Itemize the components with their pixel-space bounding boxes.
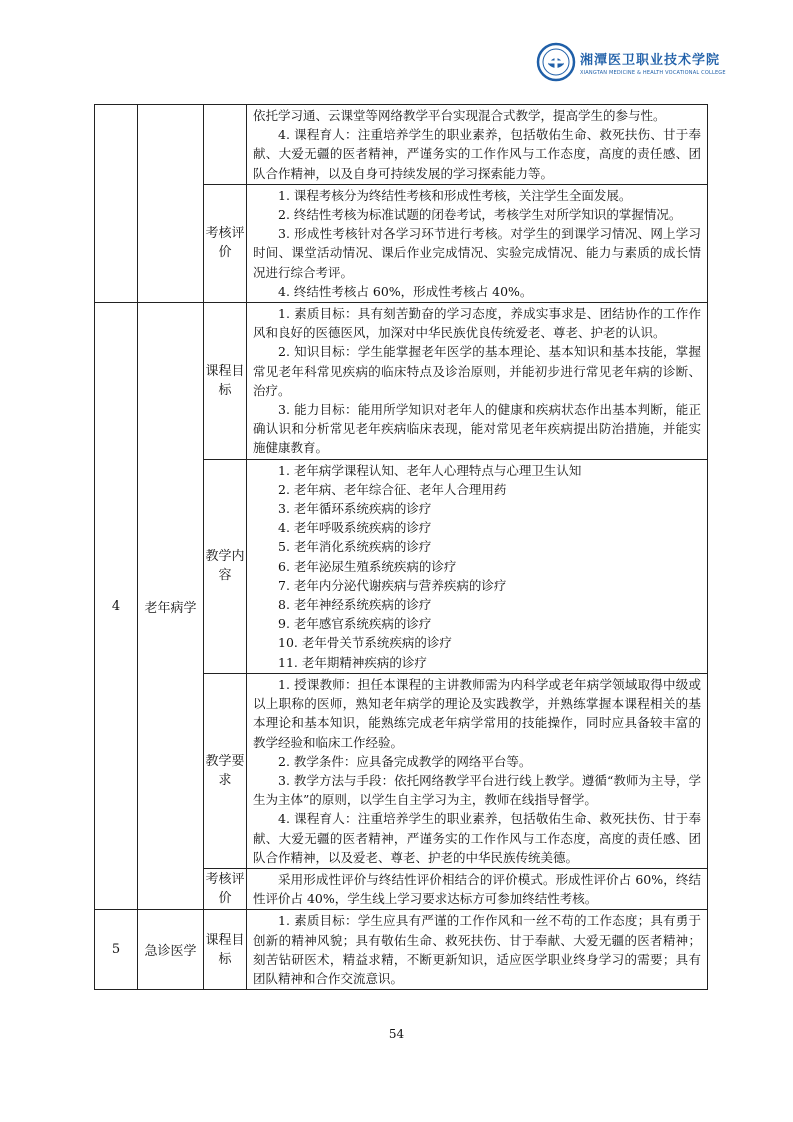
curriculum-table (94, 104, 708, 990)
item-type-cell (204, 105, 247, 185)
paragraph: 1. 素质目标：学生应具有严谨的工作作风和一丝不苟的工作态度；具有勇于创新的精神风貌；具有敬佑生命、救死扶伤、甘于奉献、大爱无疆的医者精神；刻苦钻研医术，精益求精，不断更新知识，适应医学职业终身学习的需要；具有团队精神和合作交流意识。 (253, 913, 701, 986)
assessment-content (247, 868, 708, 909)
paragraph: 4. 终结性考核占 60%，形成性考核占 40%。 (278, 283, 533, 299)
list-item: 1. 老年病学课程认知、老年人心理特点与心理卫生认知 (278, 462, 582, 478)
teaching-content-list (247, 459, 708, 673)
college-logo (536, 40, 726, 84)
list-item: 3. 老年循环系统疾病的诊疗 (278, 501, 432, 517)
course-name-cell: 急诊医学 (138, 910, 204, 990)
paragraph: 3. 教学方法与手段：依托网络教学平台进行线上教学。遵循“教师为主导，学生为主体”的原则，以学生自主学习为主，教师在线指导督学。 (253, 772, 701, 808)
list-item: 8. 老年神经系统疾病的诊疗 (278, 597, 432, 613)
item-type-cell: 课程目标 (204, 910, 247, 990)
list-item: 4. 老年呼吸系统疾病的诊疗 (278, 520, 432, 536)
course-goals-content (247, 910, 708, 990)
paragraph: 2. 教学条件：应具备完成教学的网络平台等。 (278, 753, 532, 769)
paragraph: 4. 课程育人：注重培养学生的职业素养，包括敬佑生命、救死扶伤、甘于奉献、大爱无疆的医者精神，严谨务实的工作作风与工作态度，高度的责任感、团队合作精神，以及爱老、尊老、护老的中华民族传统美德。 (253, 811, 701, 865)
college-name-en: XIANGTAN MEDICINE & HEALTH VOCATIONAL COLLEGE (580, 69, 726, 76)
item-type-cell: 考核评价 (204, 868, 247, 909)
paragraph: 4. 课程育人：注重培养学生的职业素养，包括敬佑生命、救死扶伤、甘于奉献、大爱无疆的医者精神，严谨务实的工作作风与工作态度，高度的责任感、团队合作精神，以及自身可持续发展的学习探索能力等。 (253, 127, 701, 181)
paragraph: 依托学习通、云课堂等网络教学平台实现混合式教学，提高学生的参与性。 (253, 108, 666, 123)
course-goals-content (247, 303, 708, 460)
table-row (95, 105, 708, 185)
item-type-cell: 课程目标 (204, 303, 247, 460)
paragraph: 1. 授课教师：担任本课程的主讲教师需为内科学或老年病学领域取得中级或以上职称的医师，熟知老年病学的理论及实践教学，并熟练掌握本课程相关的基本理论和基本知识，能熟练完成老年病学常用的技能操作，同时应具备较丰富的教学经验和临床工作经验。 (253, 676, 701, 750)
list-item: 2. 老年病、老年综合征、老年人合理用药 (278, 481, 507, 497)
item-type-cell: 考核评价 (204, 184, 247, 302)
teaching-requirements-content (247, 673, 708, 868)
paragraph: 2. 终结性考核为标准试题的闭卷考试，考核学生对所学知识的掌握情况。 (278, 207, 682, 223)
list-item: 6. 老年泌尿生殖系统疾病的诊疗 (278, 558, 457, 574)
list-item: 10. 老年骨关节系统疾病的诊疗 (278, 635, 452, 651)
course-name-cell (138, 105, 204, 303)
course-number-cell: 4 (95, 303, 138, 910)
assessment-content (247, 184, 708, 302)
table-row (95, 910, 708, 990)
paragraph: 1. 课程考核分为终结性考核和形成性考核，关注学生全面发展。 (278, 187, 632, 203)
page-number: 54 (388, 1027, 405, 1041)
teaching-requirements-cont (247, 105, 708, 185)
list-item: 5. 老年消化系统疾病的诊疗 (278, 539, 432, 555)
paragraph: 采用形成性评价与终结性评价相结合的评价模式。形成性评价占 60%，终结性评价占 40%，学生线上学习要求达标方可参加终结性考核。 (253, 871, 701, 907)
course-name-cell: 老年病学 (138, 303, 204, 910)
college-emblem-icon (536, 42, 576, 82)
list-item: 9. 老年感官系统疾病的诊疗 (278, 616, 432, 632)
item-type-cell: 教学内容 (204, 459, 247, 673)
paragraph: 3. 能力目标：能用所学知识对老年人的健康和疾病状态作出基本判断，能正确认识和分析常见老年疾病临床表现，能对常见老年疾病提出防治措施，并能实施健康教育。 (253, 402, 701, 456)
table-row (95, 303, 708, 460)
course-number-cell: 5 (95, 910, 138, 990)
paragraph: 2. 知识目标：学生能掌握老年医学的基本理论、基本知识和基本技能，掌握常见老年科常见疾病的临床特点及诊治原则，并能初步进行常见老年病的诊断、治疗。 (253, 344, 701, 398)
list-item: 11. 老年期精神疾病的诊疗 (278, 654, 427, 670)
item-type-cell: 教学要求 (204, 673, 247, 868)
list-item: 7. 老年内分泌代谢疾病与营养疾病的诊疗 (278, 577, 507, 593)
course-number-cell (95, 105, 138, 303)
college-name-cn: 湘潭医卫职业技术学院 (580, 52, 721, 68)
paragraph: 3. 形成性考核针对各学习环节进行考核。对学生的到课学习情况、网上学习时间、课堂活动情况、课后作业完成情况、实验完成情况、能力与素质的成长情况进行综合考评。 (253, 226, 701, 280)
paragraph: 1. 素质目标：具有刻苦勤奋的学习态度，养成实事求是、团结协作的工作作风和良好的医德医风，加深对中华民族优良传统爱老、尊老、护老的认识。 (253, 306, 701, 341)
